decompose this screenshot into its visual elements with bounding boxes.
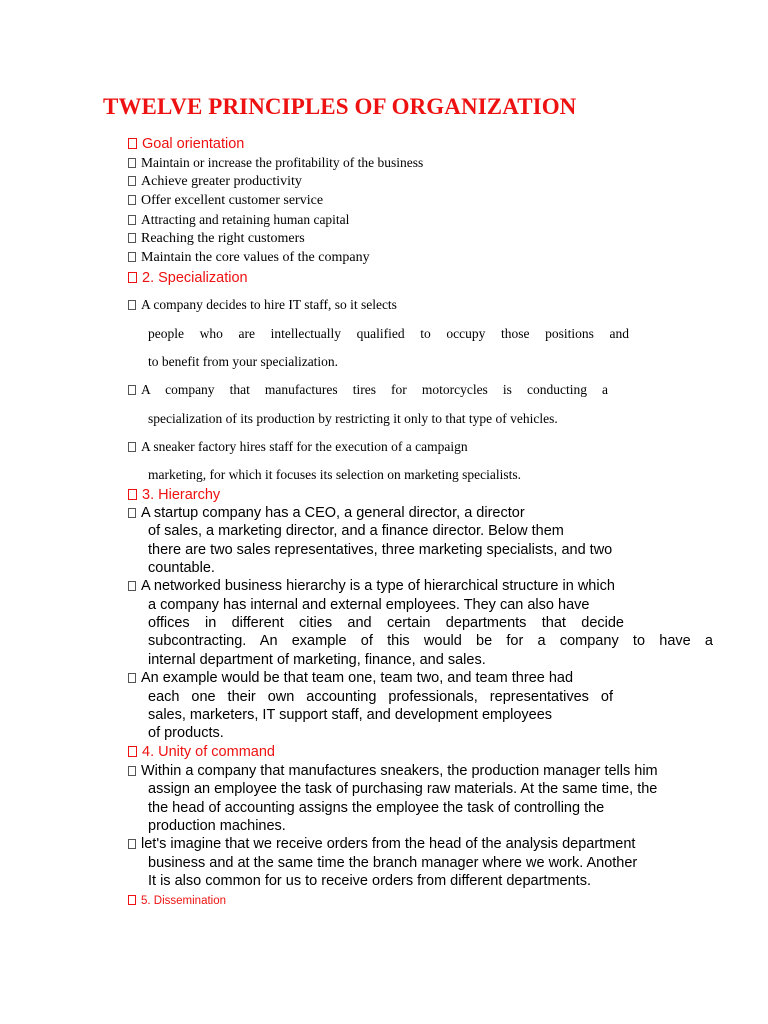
list-item-text: Maintain the core values of the company	[141, 250, 370, 265]
bullet-icon	[128, 385, 136, 395]
section-heading-text: 5. Dissemination	[141, 895, 227, 907]
bullet-icon	[128, 489, 137, 500]
paragraph-line: business and at the same time the branch manager where we work. Another	[148, 855, 638, 871]
bullet-icon	[128, 673, 136, 683]
paragraph-line: internal department of marketing, finance, and sales.	[148, 652, 486, 668]
paragraph-text: A sneaker factory hires staff for the execution of a campaign	[141, 439, 468, 454]
bullet-icon	[128, 252, 136, 262]
paragraph-line	[126, 579, 615, 594]
paragraph-line: production machines.	[148, 818, 286, 834]
list-item	[126, 213, 349, 227]
section-heading-unity-of-command	[126, 745, 275, 760]
bullet-icon	[128, 158, 136, 168]
paragraph-line: sales, marketers, IT support staff, and development employees	[148, 707, 553, 723]
bullet-icon	[128, 176, 136, 186]
section-heading-goal-orientation	[126, 137, 244, 152]
list-item	[126, 194, 323, 208]
section-heading-hierarchy	[126, 488, 220, 503]
paragraph-text: An example would be that team one, team two, and team three had	[141, 670, 574, 686]
bullet-icon	[128, 508, 136, 518]
bullet-icon	[128, 746, 137, 757]
bullet-icon	[128, 195, 136, 205]
page-title: TWELVE PRINCIPLES OF ORGANIZATION	[103, 94, 577, 119]
paragraph-line: people who are intellectually qualified to occupy those positions and	[148, 326, 629, 341]
paragraph-line: of products.	[148, 725, 224, 741]
bullet-icon	[128, 442, 136, 452]
paragraph-text: A networked business hierarchy is a type of hierarchical structure in which	[141, 578, 615, 594]
bullet-icon	[128, 895, 136, 905]
list-item	[126, 251, 370, 265]
paragraph-line	[126, 506, 525, 521]
paragraph-line: there are two sales representatives, three marketing specialists, and two	[148, 542, 613, 558]
list-item-text: Reaching the right customers	[141, 231, 305, 246]
paragraph-line	[126, 764, 658, 779]
bullet-icon	[128, 233, 136, 243]
paragraph-line: marketing, for which it focuses its selection on marketing specialists.	[148, 467, 522, 482]
list-item	[126, 156, 423, 170]
list-item-text: Offer excellent customer service	[141, 193, 324, 208]
section-heading-dissemination	[126, 895, 226, 908]
paragraph-line	[126, 837, 635, 852]
paragraph-line	[126, 383, 608, 397]
paragraph-line: the head of accounting assigns the employee the task of controlling the	[148, 800, 605, 816]
bullet-icon	[128, 215, 136, 225]
list-item-text: Attracting and retaining human capital	[141, 212, 350, 227]
paragraph-line: of sales, a marketing director, and a finance director. Below them	[148, 523, 564, 539]
paragraph-text: A company decides to hire IT staff, so it selects	[141, 297, 397, 312]
paragraph-text: A startup company has a CEO, a general director, a director	[141, 505, 525, 521]
paragraph-line: each one their own accounting professionals, representatives of	[148, 689, 613, 705]
list-item-text: Achieve greater productivity	[141, 174, 302, 189]
bullet-icon	[128, 272, 137, 283]
paragraph-line	[126, 298, 456, 312]
paragraph-line: specialization of its production by restricting it only to that type of vehicles.	[148, 411, 558, 426]
paragraph-text: Within a company that manufactures sneakers, the production manager tells him	[141, 763, 658, 779]
paragraph-line: a company has internal and external employees. They can also have	[148, 597, 590, 613]
paragraph-text: A company that manufactures tires for motorcycles is conducting a	[141, 382, 608, 397]
bullet-icon	[128, 766, 136, 776]
paragraph-line: offices in different cities and certain departments that decide	[148, 615, 624, 631]
paragraph-line: assign an employee the task of purchasing raw materials. At the same time, the	[148, 781, 658, 797]
bullet-icon	[128, 138, 137, 149]
paragraph-line: countable.	[148, 560, 215, 576]
bullet-icon	[128, 581, 136, 591]
section-heading-text: 3. Hierarchy	[142, 487, 221, 503]
section-heading-text: Goal orientation	[142, 136, 245, 152]
paragraph-line	[126, 671, 573, 686]
paragraph-line: to benefit from your specialization.	[148, 354, 339, 369]
list-item	[126, 175, 302, 189]
bullet-icon	[128, 300, 136, 310]
list-item	[126, 232, 305, 246]
paragraph-text: let's imagine that we receive orders from the head of the analysis department	[141, 836, 636, 852]
bullet-icon	[128, 839, 136, 849]
section-heading-text: 4. Unity of command	[142, 744, 275, 760]
list-item-text: Maintain or increase the profitability of the business	[141, 155, 424, 170]
paragraph-line	[126, 440, 468, 454]
paragraph-line: It is also common for us to receive orders from different departments.	[148, 873, 591, 889]
section-heading-text: 2. Specialization	[142, 270, 248, 286]
paragraph-line: subcontracting. An example of this would be for a company to have a	[148, 633, 713, 649]
section-heading-specialization	[126, 271, 248, 286]
